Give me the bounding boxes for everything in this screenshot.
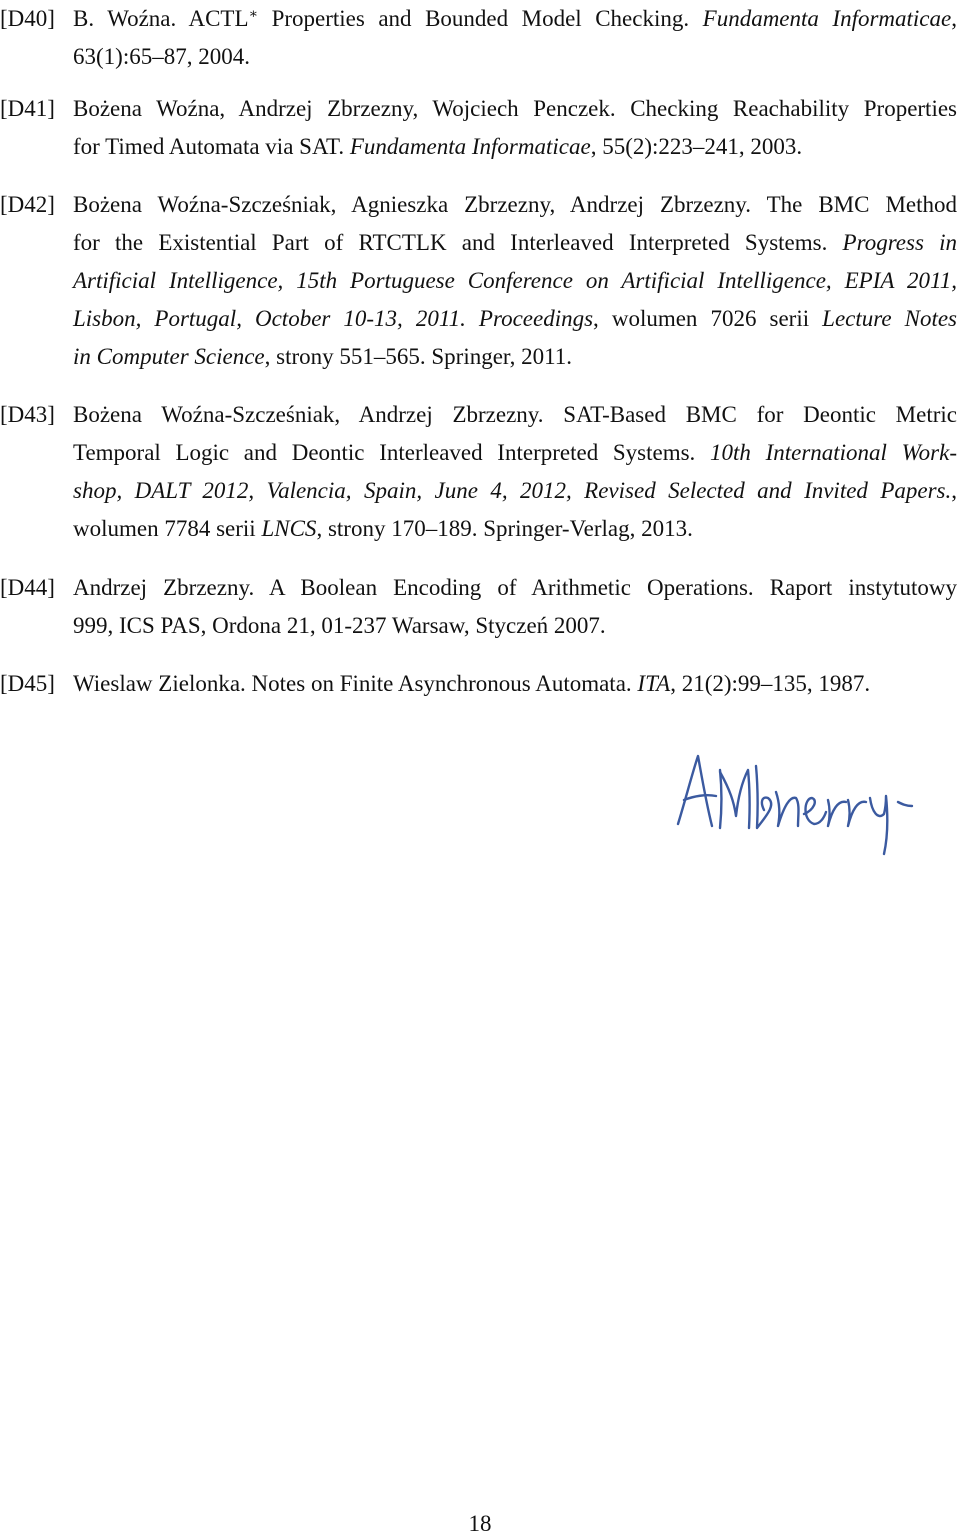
- reference-line: [73, 128, 957, 166]
- reference-text: [73, 569, 957, 645]
- italic-text: shop, DALT 2012, Valencia, Spain, June 4, 2012, Revised Selected and Invited Papers.: [73, 478, 952, 503]
- italic-text: Lisbon, Portugal, October 10-13, 2011. Proceedings: [73, 306, 594, 331]
- text-segment: Andrzej Zbrzezny. A Boolean Encoding of Arithmetic Operations. Raport instytutowy: [73, 575, 957, 600]
- reference-line: [73, 569, 957, 607]
- italic-text: in Computer Science: [73, 344, 265, 369]
- reference-label: [D43]: [0, 402, 55, 427]
- italic-text: ITA: [637, 671, 671, 696]
- text-segment: ,: [951, 478, 957, 503]
- reference-line: [73, 665, 957, 703]
- italic-text: LNCS: [261, 516, 317, 541]
- reference-line: [73, 338, 957, 376]
- text-segment: wolumen 7784 serii: [73, 516, 262, 541]
- text-segment: for the Existential Part of RTCTLK and Interleaved Interpreted Systems.: [73, 230, 843, 255]
- text-segment: , strony 551–565. Springer, 2011.: [264, 344, 573, 369]
- signature-image: [672, 742, 922, 862]
- reference-label: [D45]: [0, 671, 55, 696]
- reference-line: [73, 607, 957, 645]
- text-segment: , strony 170–189. Springer-Verlag, 2013.: [316, 516, 693, 541]
- reference-label: [D40]: [0, 6, 55, 31]
- reference-label: [D44]: [0, 575, 55, 600]
- reference-text: [73, 90, 957, 166]
- text-segment: , 21(2):99–135, 1987.: [670, 671, 871, 696]
- reference-text: [73, 0, 957, 76]
- reference-line: [73, 38, 957, 76]
- reference-line: [73, 224, 957, 262]
- reference-line: [73, 186, 957, 224]
- reference-line: [73, 472, 957, 510]
- reference-line: [73, 262, 957, 300]
- text-segment: B. Woźna. ACTL: [73, 6, 249, 31]
- reference-line: [73, 434, 957, 472]
- italic-text: Fundamenta Informaticae: [702, 6, 952, 31]
- text-segment: for Timed Automata via SAT.: [73, 134, 350, 159]
- text-segment: , wolumen 7026 serii: [593, 306, 823, 331]
- text-segment: Properties and Bounded Model Checking.: [258, 6, 703, 31]
- text-segment: , 55(2):223–241, 2003.: [590, 134, 803, 159]
- text-segment: ,: [951, 6, 957, 31]
- italic-text: Lecture Notes: [822, 306, 957, 331]
- reference-line: [73, 510, 957, 548]
- text-segment: Wieslaw Zielonka. Notes on Finite Asynchronous Automata.: [73, 671, 638, 696]
- reference-label: [D41]: [0, 96, 55, 121]
- page-number: 18: [468, 1511, 492, 1536]
- reference-line: [73, 0, 957, 38]
- text-segment: 999, ICS PAS, Ordona 21, 01-237 Warsaw, Styczeń 2007.: [73, 613, 606, 638]
- italic-text: 10th International Work-: [710, 440, 957, 465]
- reference-text: [73, 396, 957, 548]
- superscript: ∗: [248, 7, 259, 22]
- text-segment: Bożena Woźna-Szcześniak, Agnieszka Zbrzezny, Andrzej Zbrzezny. The BMC Method: [73, 192, 957, 217]
- reference-line: [73, 396, 957, 434]
- reference-label: [D42]: [0, 192, 55, 217]
- text-segment: Bożena Woźna-Szcześniak, Andrzej Zbrzezny. SAT-Based BMC for Deontic Metric: [73, 402, 957, 427]
- reference-line: [73, 300, 957, 338]
- reference-text: [73, 665, 957, 703]
- italic-text: Artificial Intelligence, 15th Portuguese Conference on Artificial Intelligence, EPIA 2011,: [73, 268, 957, 293]
- reference-text: [73, 186, 957, 376]
- text-segment: Bożena Woźna, Andrzej Zbrzezny, Wojciech Penczek. Checking Reachability Properties: [73, 96, 957, 121]
- reference-line: [73, 90, 957, 128]
- text-segment: 63(1):65–87, 2004.: [73, 44, 250, 69]
- italic-text: Fundamenta Informaticae: [349, 134, 591, 159]
- italic-text: Progress in: [842, 230, 957, 255]
- text-segment: Temporal Logic and Deontic Interleaved Interpreted Systems.: [73, 440, 710, 465]
